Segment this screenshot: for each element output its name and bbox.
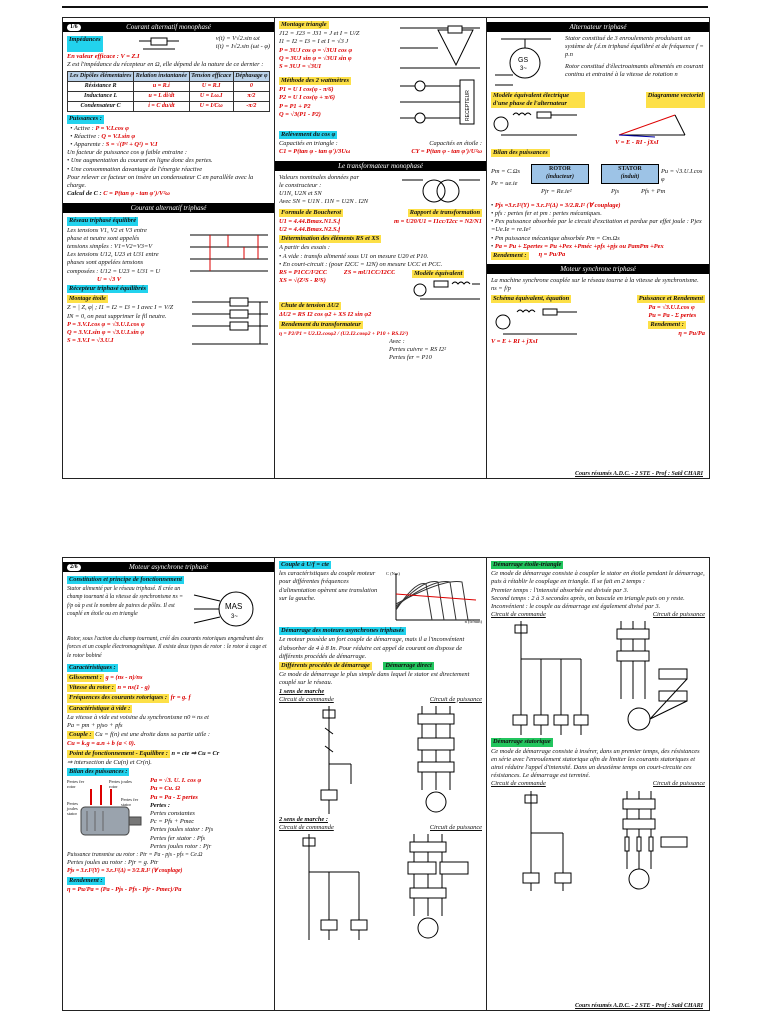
modele-diagrams: V = E - RI - jXsI bbox=[491, 109, 705, 147]
transfo-block: Valeurs nominales données par le constructeur : U1N, U2N et SN Avec SN = U1N . I1N = U2N . I2N bbox=[279, 174, 482, 208]
power-factor-bullet-1: • Une augmentation du courant en ligne donc des pertes. bbox=[67, 157, 213, 165]
etoile-triangle-heading: Démarrage étoile-triangle bbox=[493, 561, 562, 568]
column-1: 2/6 Moteur asynchrone triphasé Constitution et principe de fonctionnement Stator alimenté par le réseau triphasé. Il crée un champ tournant à la vitesse de synchronisme ns = f/p où p est le nombre de paires de pôles. Il est couplé en étoile ou en triangle MAS 3~ Rotor, sous l'action du champ tournant, créé des courants rotoriques engendrant des forces et un couple électromagnétique. Il existe deux types de rotor : le rotor à cage et le rotor bobiné Caractéristiques : Glissement : g = (ns - n)/ns Vitesse du rotor : n = ns(1 - g) Fréquences des courants rotoriques : fr = g. f Caractéristique à vide : La vitesse à vide est voisine du synchronisme n0 ≈ ns et Pa = pm + pjso + pfs Couple : Cu = f(n) est une droite dans sa partie utile : Cu = k.g = a.n + b (a < 0). Point de fonctionnement - Equilibre : n = cte ⇒ Cu = Cr ⇒ intersection de Cu(n) et Cr(n). Bilan des puissances : Pertes fer rotor Pertes joules rotor Pertes joules stator Pertes fer stator Pa = √3. U. I. cos φ Pu = Cu. Ω Pu = Pa - Σ pertes Pertes : Pertes constantes Pc = Pfs + Pmec Pertes joules stator : Pjs Pertes fer stator : Pfs Pertes joules rotor : Pjr Puissance transmise au rotor : Ptr = Pa - pjs - pfs = Ce.Ω Pertes joules au rotor : Pjr = g. Ptr Pjs = 3.r.I²(Y) = 3.r.J²(Δ) = 3/2.R.I² (∀ couplage) Rendement : η = Pu/Pa = (Pa - Pjs - Pfs - Pjr - Pmec)/Pa bbox=[63, 558, 275, 1010]
reseau-block: Les tensions V1, V2 et V3 entre phase et neutre sont appelés tensions simples : V1=V2=V3=V Les tensions U12, U23 et U31 entre phases sont appelées tensions composées : U12 = U23 = U31 = U U = √3 V bbox=[67, 227, 270, 284]
ms-text: La machine synchrone couplée sur le réseau tourne à la vitesse de synchronisme. ns = f/p bbox=[491, 277, 699, 293]
reseau-heading: Réseau triphasé équilibré bbox=[69, 217, 137, 225]
dipole-icon bbox=[139, 35, 179, 53]
etoile-circuits-labels: Circuit de commande Circuit de puissance bbox=[491, 611, 705, 619]
section-title-moteur-synchrone: Moteur synchrone triphasé bbox=[487, 264, 709, 274]
wattmetre-heading: Méthode des 2 wattmètres bbox=[281, 77, 349, 84]
svg-text:RECEPTEUR: RECEPTEUR bbox=[465, 90, 471, 121]
effective-value: En valeur efficace : V = Z.I bbox=[67, 53, 140, 60]
statorique-circuits-labels: Circuit de commande Circuit de puissance bbox=[491, 780, 705, 788]
calc-c: Calcul de C : C = P(tan φ - tan φ')/V²ω bbox=[67, 190, 170, 198]
power-reactive: • Réactive : Q = V.I.sin φ bbox=[67, 132, 136, 140]
two-wattmeter-diagram bbox=[398, 76, 482, 130]
two-way-circuits-labels: Circuit de commande Circuit de puissance bbox=[279, 824, 482, 832]
synchronous-motor-model bbox=[491, 304, 581, 338]
chute-heading: Chute de tension ΔU2 bbox=[281, 302, 339, 310]
power-factor-bullet-2: • Une consommation davantage de l'énergie réactive bbox=[67, 165, 203, 173]
table-row: Condensateur C i = C du/dt U = I/Cω -π/2 bbox=[68, 102, 270, 112]
power-circuit-1 bbox=[392, 704, 482, 816]
direct-circuits bbox=[279, 704, 482, 816]
section-title-alternateur: Alternateur triphasé bbox=[487, 22, 709, 32]
table-row: Inductance L u = L di/dt U = Lω.I π/2 bbox=[68, 92, 270, 102]
section-title-triphase: Courant alternatif triphasé bbox=[63, 203, 274, 213]
column-2: Montage triangle J12 = J23 = J31 = J et I = U/Z I1 = I2 = I3 = I et I = √3 J P = 3UJ cos φ = √3UI cos φ Q = 3UJ sin φ = √3UI sin φ S = 3UJ = √3UI Méthode des 2 wattmètres P1 = U I cos(φ - π/6) P2 = U I cos(φ + π/6) P = P1 + P2 Q = √3(P1 - P2) RECEPTEUR Relèvement du cos φ Capacités en triangle : Capacités en étoile : C1 = P(tan φ - tan φ')/3Uω CY = P(tan φ - tan φ')/U²ω Le transformateur monophasé Valeurs nominales données par le constructeur : U1N, U2N et SN Avec SN = U1N . I1N = U2N . I2N Formule de Boucherot Rapport de transformation U1 = 4.44.Bmax.N1.S.f U2 = 4.44.Bmax.N2.S.f m = U20/U1 = I1cc/I2cc = N2/N1 Détermination des éléments RS et XS A partir des essais : • A vide : transfo alimenté sous U1 on mesure U20 et P10. • En court-circuit : (pour I2CC = I2N) on mesure UCC et PCC. RS = P1CC/I²2CC XS = √(Z²S - R²S) ZS = mU1CC/I2CC Modèle équivalent Chute de tension ΔU2 ΔU2 = RS I2 cos φ2 + XS I2 sin φ2 Rendement du transformateur η = P2/P1 = U2.I2.cosφ2 / (U2.I2.cosφ2 + P10 + RS.I2²) Avec : Pertes cuivre = RS I2² Pertes fer = P10 bbox=[275, 18, 487, 478]
puissances-heading: Puissances : bbox=[69, 115, 102, 123]
svg-text:3~: 3~ bbox=[520, 66, 527, 72]
alt-rendement: Rendement : η = Pu/Pa bbox=[493, 251, 566, 260]
capacities-block: Capacités en triangle : Capacités en étoile : bbox=[279, 140, 482, 148]
alt-bullet: • Pa = Pu + Σpertes = Pu +Pex +Pméc +pfs +pjs ou PamPm +Pex bbox=[491, 242, 664, 250]
boucherot-row: Formule de Boucherot Rapport de transformation bbox=[281, 208, 480, 216]
alternateur-block: GS 3~ Stator constitué de 3 enroulements produisant un système de f.é.m triphasé équilibré et de fréquence f = p.n Rotor constitué d'électroaimants alimentés en courant continu et entrainé à la vitesse de rotation n bbox=[491, 35, 705, 91]
impedance-note: Z est l'impédance du récepteur en Ω, elle dépend de la nature de ce dernier : bbox=[67, 61, 264, 69]
delta-receiver-diagram bbox=[398, 20, 482, 76]
determination-heading: Détermination des éléments RS et XS bbox=[281, 235, 380, 243]
footer-credit: Cours résumés A.D.C. - 2 STE - Prof : Saïd CHARI bbox=[575, 471, 703, 477]
capacities-formulas: C1 = P(tan φ - tan φ')/3Uω CY = P(tan φ - tan φ')/U²ω bbox=[279, 148, 482, 156]
constitution-heading: Constitution et principe de fonctionnement bbox=[69, 576, 182, 583]
alt-bullet: • Pex puissance absorbée par le circuit d'excitation et perdue par effet joule : Pjex =Ue.Ie = re.Ie² bbox=[491, 218, 702, 234]
rendement-heading: Rendement : bbox=[69, 876, 103, 884]
command-circuit-1 bbox=[279, 704, 379, 816]
command-circuit-statorique bbox=[491, 789, 595, 893]
power-circuit-star-delta bbox=[601, 619, 705, 737]
wattmetre-block: Méthode des 2 wattmètres P1 = U I cos(φ - π/6) P2 = U I cos(φ + π/6) P = P1 + P2 Q = √3(P1 - P2) RECEPTEUR bbox=[279, 76, 482, 130]
pertes-row: Avec : Pertes cuivre = RS I2² Pertes fer = P10 bbox=[389, 338, 447, 362]
torque-curves-graph: C (Nm) n (tr/min) bbox=[386, 571, 482, 624]
equivalent-model-diagram bbox=[412, 279, 482, 301]
couple-block: les caractéristiques du couple moteur pour différentes fréquences d'alimentation opèrent une translation sur la gauche. C (Nm) n (tr/min) bbox=[279, 570, 482, 626]
column-2: Couple à U/f = cte les caractéristiques du couple moteur pour différentes fréquences d'alimentation opèrent une translation sur la gauche. C (Nm) n (tr/min) Démarrage des moteurs asynchrones triphasés Le moteur possède un fort couple de démarrage, mais il a l'inconvénient d'absorber de 4 à 8 In. Pour réduire cet appel de courant on dispose de différents procédés de démarrage. Différents procédés de démarrage Démarrage direct Ce mode de démarrage le plus simple dans lequel le stator est directement couplé sur le réseau. 1 sens de marche Circuit de commande Circuit de puissance 2 sens de marche : Circuit de commande Circuit de puissance bbox=[275, 558, 487, 1010]
power-factor-text-2: Pour relever ce facteur on insère un condensateur C en parallèle avec la charge. bbox=[67, 173, 254, 190]
etoile-circuits bbox=[491, 619, 705, 737]
page-1 bbox=[62, 17, 710, 479]
power-factor-text: Un facteur de puissance cos φ faible entraine : bbox=[67, 149, 187, 157]
rotor-text: Rotor, sous l'action du champ tournant, créé des courants rotoriques engendrant des forces et un couple électromagnétique. Il existe deux types de rotor : le rotor à cage et le rotor bobiné bbox=[67, 636, 267, 659]
table-row: Résistance R u = R.i U = R.I 0 bbox=[68, 82, 270, 92]
star-receiver-diagram bbox=[190, 294, 270, 354]
demarrage-heading: Démarrage des moteurs asynchrones triphasés bbox=[281, 627, 404, 635]
triangle-heading: Montage triangle bbox=[281, 21, 327, 28]
asynchronous-motor-symbol bbox=[190, 585, 270, 635]
footer-credit: Cours résumés A.D.C. - 2 STE - Prof : Saïd CHARI bbox=[575, 1003, 703, 1009]
column-3: Démarrage étoile-triangle Ce mode de démarrage consiste à coupler le stator en étoile pendant le démarrage, puis à rétablir le couplage en triangle. Il se fait en 2 temps : Premier temps : l'intensité absorbée est divisée par 3. Second temps : 2 à 3 secondes après, on bascule en triangle puis on y reste. Inconvénient : le couple au démarrage est également divisé par 3. Circuit de commande Circuit de puissance Démarrage statorique Ce mode de démarrage consiste à insérer, dans un premier temps, des résistances en série avec l'enroulement statorique afin de limiter les courants statoriques et ainsi réduire l'appel d'intensité. Dans un deuxième temps on court-circuite ces résistances. Le démarrage est terminé. Circuit de commande Circuit de puissance bbox=[487, 558, 709, 1010]
power-flow-diagram: Pm = C.Ωs Pe = ue.ie ROTOR (inducteur) STATOR (induit) Pu = √3.U.I.cos φ Pjr = Re.ie² Pjs Pfs + Pm bbox=[491, 165, 703, 195]
bilan-heading: Bilan des puissances : bbox=[69, 768, 128, 776]
ms-block: V = E + RI + jXsI Pa = √3.U.I.cos φ Pu = Pa - Σ pertes Rendement : η = Pu/Pa bbox=[491, 303, 705, 345]
command-circuit-star-delta bbox=[491, 619, 595, 737]
section-title-asynchrone: 2/6 Moteur asynchrone triphasé bbox=[63, 562, 274, 572]
synchronous-generator-symbol bbox=[491, 35, 561, 91]
motor-loss-illustration: Pertes fer rotor Pertes joules rotor Pertes joules stator Pertes fer stator bbox=[67, 777, 147, 849]
power-circuit-statorique bbox=[601, 789, 705, 893]
recepteur-heading: Récepteur triphasé équilibrés bbox=[69, 285, 147, 293]
boucherot-formulas: U1 = 4.44.Bmax.N1.S.f U2 = 4.44.Bmax.N2.S.f m = U20/U1 = I1cc/I2cc = N2/N1 bbox=[279, 217, 482, 234]
svg-text:MAS: MAS bbox=[225, 602, 243, 612]
carac-heading: Caractéristiques : bbox=[69, 663, 116, 671]
direct-circuits-labels: Circuit de commande Circuit de puissance bbox=[279, 695, 482, 703]
transformer-symbol bbox=[398, 174, 482, 208]
det-bullet-1: • A vide : transfo alimenté sous U1 on mesure U20 et P10. bbox=[279, 252, 429, 260]
bilan-heading: Bilan des puissances bbox=[493, 148, 548, 156]
triangle-block: Montage triangle J12 = J23 = J31 = J et I = U/Z I1 = I2 = I3 = I et I = √3 J P = 3UJ cos φ = √3UI cos φ Q = 3UJ sin φ = √3UI sin φ S = 3UJ = √3UI bbox=[279, 20, 482, 76]
svg-text:3~: 3~ bbox=[231, 614, 238, 621]
page-number: 2/6 bbox=[66, 563, 82, 572]
alt-bullet: • Pjs =3.r.I²(Y) = 3.r.J²(Δ) = 3/2.R.I² (∀ couplage) bbox=[491, 201, 621, 209]
svg-text:GS: GS bbox=[518, 57, 529, 64]
impedance-block: Impédances v(t) = V√2.sin ωt i(t) = I√2.sin (ωt - φ) bbox=[67, 35, 270, 53]
section-title-transfo: Le transformateur monophasé bbox=[275, 161, 486, 171]
impedances-heading: Impédances bbox=[67, 36, 103, 52]
modele-row: Modèle équivalent électrique d'une phase de l'alternateur Diagramme vectoriel bbox=[493, 92, 703, 108]
alternator-model-diagram bbox=[491, 109, 581, 139]
power-circuit-2 bbox=[392, 832, 482, 942]
rendement-row: η = P2/P1 = U2.I2.cosφ2 / (U2.I2.cosφ2 + P10 + RS.I2²) bbox=[279, 330, 409, 337]
power-active: • Active : P = V.I.cos φ bbox=[67, 124, 129, 132]
bilan-block: Pertes fer rotor Pertes joules rotor Pertes joules stator Pertes fer stator Pa = √3. U. I. cos φ Pu = Cu. Ω Pu = Pa - Σ pertes Pertes : Pertes constantes Pc = Pfs + Pmec Pertes joules stator : Pjs Pertes fer stator : Pfs Pertes joules rotor : Pjr bbox=[67, 777, 214, 850]
relevement-heading: Relèvement du cos φ bbox=[281, 131, 336, 138]
top-rule bbox=[62, 6, 708, 8]
power-apparent: • Apparente : S = √(P² + Q²) = V.I bbox=[67, 141, 158, 149]
statorique-heading: Démarrage statorique bbox=[493, 738, 551, 746]
alt-bullet: • pfs : pertes fer et pm : pertes mécaniques. bbox=[491, 210, 602, 218]
column-1 bbox=[63, 18, 275, 478]
dipole-table: Les Dipôles élémentaires Relation instantanée Tension efficace Déphasage φ Résistance R u = R.i U = R.I 0 Inductance L u = L di/dt U = Lω.I π/2 Condensateur C i = C du/dt U = I/Cω -π/2 bbox=[67, 71, 270, 112]
rs-zs-row: RS = P1CC/I²2CC XS = √(Z²S - R²S) ZS = mU1CC/I2CC Modèle équivalent bbox=[279, 269, 482, 301]
column-3 bbox=[487, 18, 709, 478]
rendement-heading: Rendement du transformateur bbox=[281, 320, 361, 328]
det-bullet-2: • En court-circuit : (pour I2CC = I2N) on mesure UCC et PCC. bbox=[279, 260, 443, 268]
section-title-monophase: 1/6 Courant alternatif monophasé bbox=[63, 22, 274, 32]
ms-labels: Schéma équivalent, équation Puissance et Rendement bbox=[493, 294, 703, 302]
mas-block: Stator alimenté par le réseau triphasé. Il crée un champ tournant à la vitesse de synchronisme ns = f/p où p est le nombre de paires de pôles. Il est couplé en étoile ou en triangle MAS 3~ bbox=[67, 585, 270, 635]
vector-diagram bbox=[615, 109, 705, 139]
page-2 bbox=[62, 557, 710, 1011]
three-phase-network-diagram bbox=[180, 227, 270, 283]
command-circuit-2 bbox=[279, 832, 379, 942]
alt-bullet: • Pm puissance mécanique absorbée Pm = Cm.Ωs bbox=[491, 234, 620, 242]
statorique-circuits bbox=[491, 789, 705, 893]
two-way-circuits bbox=[279, 832, 482, 942]
etoile-block: Montage étoile Z = | Z, φ| ; I1 = I2 = I3 = I avec I = V/Z IN = 0, on peut supprimer le fil neutre. P = 3.V.I.cos φ = √3.U.I.cos φ Q = 3.V.I.sin φ = √3.U.I.sin φ S = 3.V.I = √3.U.I bbox=[67, 294, 270, 354]
couple-heading: Couple à U/f = cte bbox=[281, 561, 330, 568]
page-number: 1/6 bbox=[66, 23, 82, 32]
